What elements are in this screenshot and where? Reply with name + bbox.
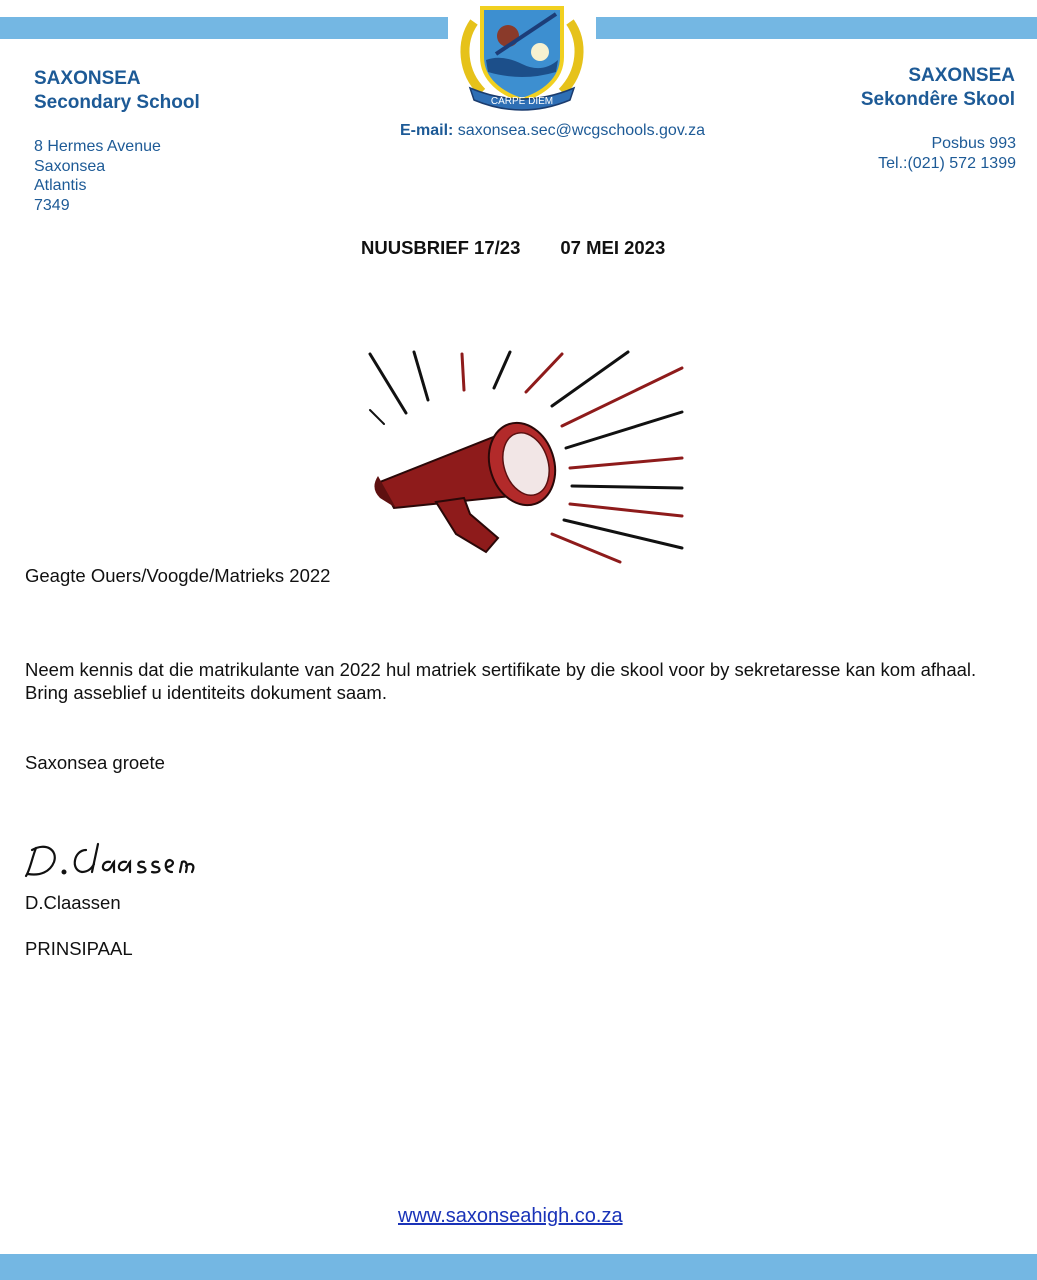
top-band-left: [0, 17, 448, 39]
school-name-af-line1: SAXONSEA: [908, 65, 1015, 86]
school-crest-icon: [452, 2, 592, 112]
top-band-right: [596, 17, 1037, 39]
school-name-af-line2: Sekondêre Skool: [860, 89, 1015, 110]
contact-details: [878, 134, 1016, 174]
telephone: Tel.:(021) 572 1399: [878, 155, 1016, 172]
school-name-en-line2: Secondary School: [34, 92, 200, 113]
email-line: [400, 122, 705, 140]
letter-closing: Saxonsea groete: [25, 752, 165, 773]
school-name-en-line1: SAXONSEA: [34, 68, 141, 89]
email-label: E-mail:: [400, 122, 454, 139]
signatory-role: PRINSIPAAL: [25, 938, 133, 959]
email-address[interactable]: saxonsea.sec@wcgschools.gov.za: [457, 122, 705, 139]
letter-greeting: Geagte Ouers/Voogde/Matrieks 2022: [25, 565, 331, 586]
postbox: Posbus 993: [931, 135, 1016, 152]
website-link[interactable]: www.saxonseahigh.co.za: [398, 1205, 623, 1227]
crest-motto: CARPE DIEM: [490, 96, 554, 107]
street-address: [34, 137, 161, 215]
signature-icon: [22, 836, 197, 884]
school-name-english: [34, 67, 200, 115]
newsletter-date: 07 MEI 2023: [560, 237, 666, 258]
address-line: 8 Hermes Avenue: [34, 138, 161, 155]
school-name-afrikaans: [861, 64, 1015, 112]
address-line: Saxonsea: [34, 157, 106, 175]
signatory-name: D.Claassen: [25, 892, 121, 913]
bottom-band: [0, 1254, 1037, 1280]
letter-body: Neem kennis dat die matrikulante van 2022 hul matriek sertifikate by die skool voor by sekretaresse kan kom afhaal. Bring asseblief u identiteits dokument saam.: [25, 659, 977, 703]
address-line: 7349: [34, 196, 70, 214]
megaphone-icon: [366, 348, 686, 566]
newsletter-number: NUUSBRIEF 17/23: [361, 237, 521, 258]
address-line: Atlantis: [34, 177, 87, 194]
newsletter-heading: [361, 237, 665, 259]
